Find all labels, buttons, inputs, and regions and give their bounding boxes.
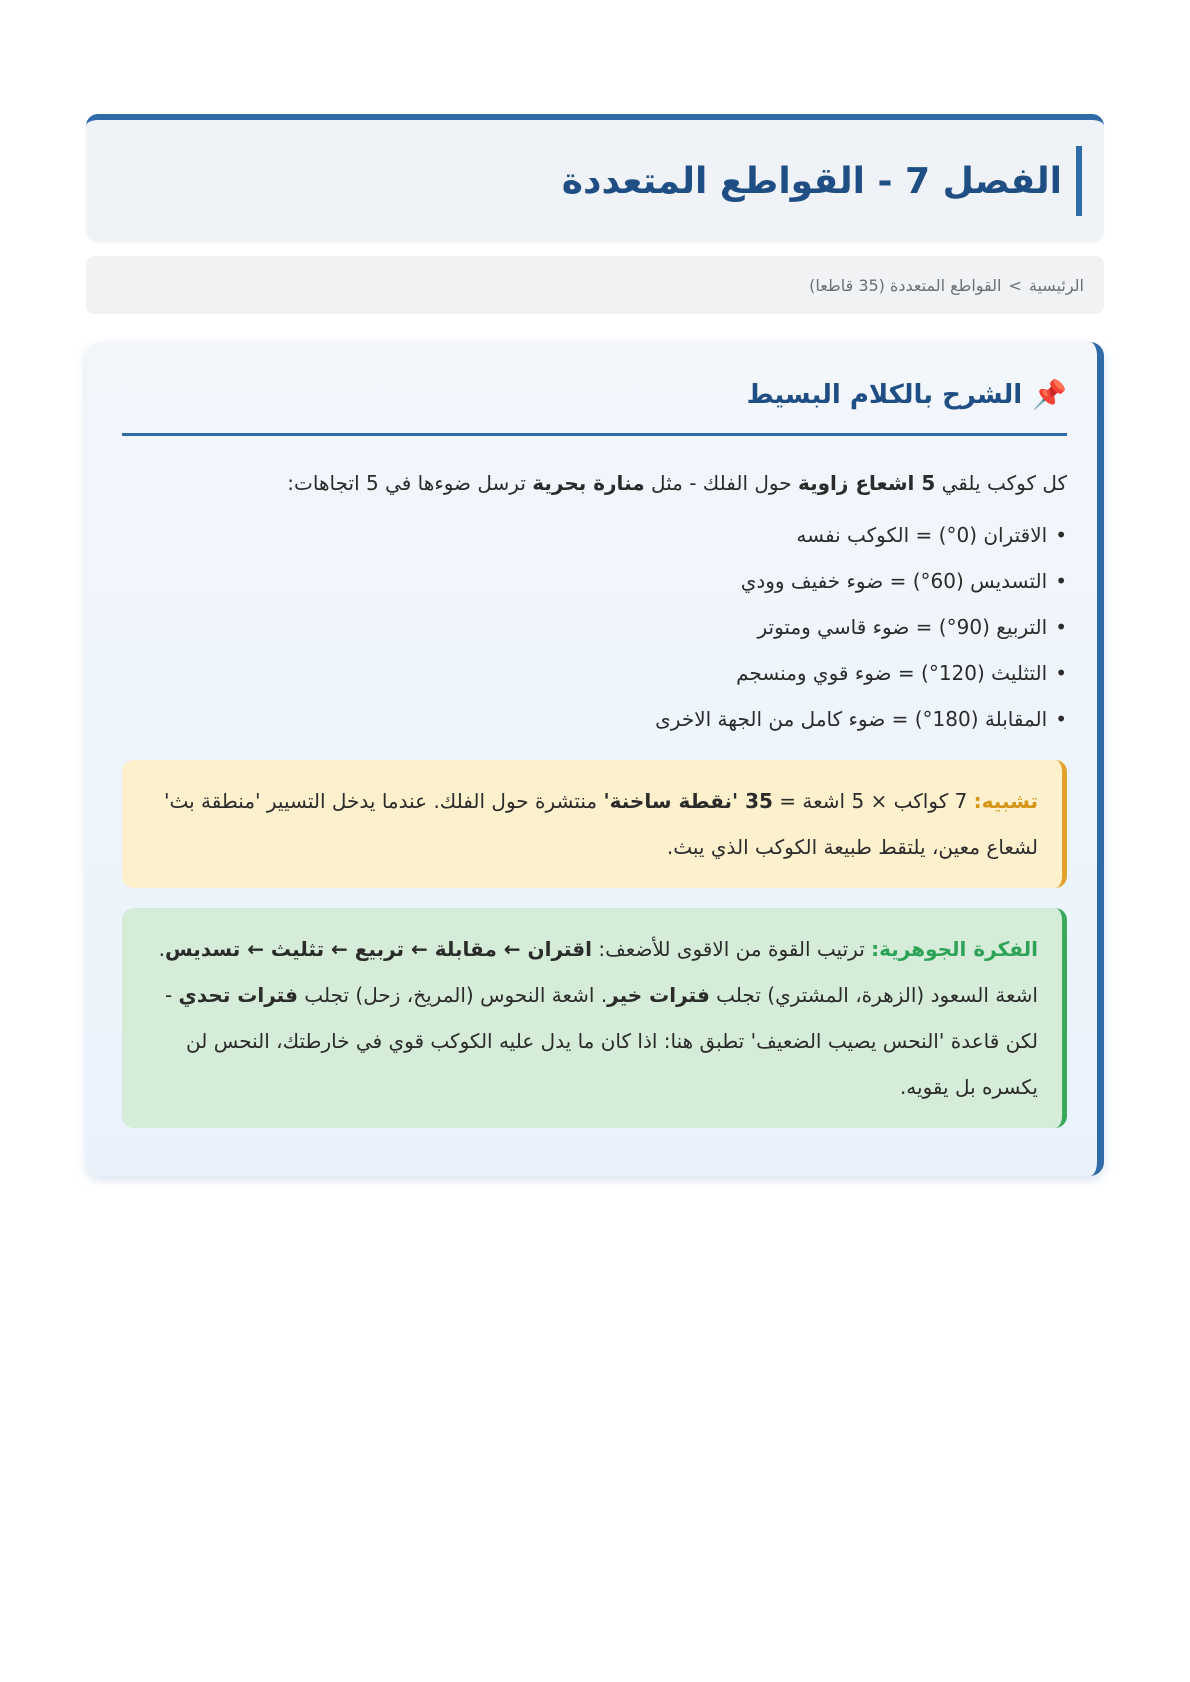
analogy-bold: 35 'نقطة ساخنة': [603, 789, 773, 813]
pushpin-icon: 📌: [1032, 378, 1067, 411]
bullet: •: [1055, 661, 1067, 685]
section-heading: [122, 378, 1067, 436]
core-text: - لكن قاعدة 'النحس يصيب الضعيف' تطبق هنا: اذا كان ما يدل عليه الكوكب قوي في خارطتك، النحس لن يكسره بل يقويه.: [164, 983, 1038, 1099]
core-text: . اشعة النحوس (المريخ، زحل) تجلب: [297, 983, 608, 1007]
core-idea-note: [122, 908, 1067, 1128]
bullet: •: [1055, 707, 1067, 731]
list-item: [122, 520, 1067, 550]
core-bold-challenge: فترات تحدي: [178, 983, 298, 1007]
list-item: [122, 704, 1067, 734]
list-item: [122, 566, 1067, 596]
bullet: •: [1055, 615, 1067, 639]
explain-card: [86, 342, 1104, 1176]
analogy-text: منتشرة حول الفلك. عندما يدخل التسيير 'منطقة بث' لشعاع معين، يلتقط طبيعة الكوكب الذي يبث.: [163, 789, 1038, 859]
intro-text: ترسل ضوءها في 5 اتجاهات:: [287, 471, 533, 495]
section-heading-text: الشرح بالكلام البسيط: [746, 379, 1023, 410]
breadcrumb-separator: >: [1008, 275, 1022, 295]
aspect-text: المقابلة (180°) = ضوء كامل من الجهة الاخرى: [655, 707, 1048, 731]
intro-bold-rays: 5 اشعاع زاوية: [797, 471, 936, 495]
analogy-text: 7 كواكب × 5 اشعة =: [772, 789, 974, 813]
analogy-note: [122, 760, 1067, 888]
title-accent-bar: [1076, 146, 1082, 216]
intro-paragraph: [122, 468, 1067, 498]
core-bold-order: اقتران ← مقابلة ← تربيع ← تثليث ← تسديس: [165, 937, 592, 961]
intro-bold-lighthouse: منارة بحرية: [532, 471, 645, 495]
title-card: [86, 114, 1104, 242]
analogy-label: تشبيه:: [973, 789, 1038, 813]
aspects-list: [122, 520, 1067, 734]
core-label: الفكرة الجوهرية:: [871, 937, 1038, 961]
core-bold-good: فترات خير: [607, 983, 710, 1007]
list-item: [122, 658, 1067, 688]
page: [86, 114, 1104, 1176]
aspect-text: الاقتران (0°) = الكوكب نفسه: [796, 523, 1048, 547]
page-title: الفصل 7 - القواطع المتعددة: [561, 160, 1062, 202]
aspect-text: التربيع (90°) = ضوء قاسي ومتوتر: [757, 615, 1048, 639]
breadcrumb-current: القواطع المتعددة (35 قاطعا): [809, 275, 1002, 295]
list-item: [122, 612, 1067, 642]
breadcrumb-home[interactable]: الرئيسية: [1028, 275, 1084, 295]
intro-text: حول الفلك - مثل: [644, 471, 798, 495]
bullet: •: [1055, 523, 1067, 547]
aspect-text: التسديس (60°) = ضوء خفيف وودي: [740, 569, 1048, 593]
breadcrumb: [86, 256, 1104, 314]
intro-text: كل كوكب يلقي: [935, 471, 1067, 495]
core-text: ترتيب القوة من الاقوى للأضعف:: [592, 937, 872, 961]
core-text: . اشعة السعود (الزهرة، المشتري) تجلب: [158, 937, 1038, 1007]
aspect-text: التثليث (120°) = ضوء قوي ومنسجم: [736, 661, 1048, 685]
bullet: •: [1055, 569, 1067, 593]
